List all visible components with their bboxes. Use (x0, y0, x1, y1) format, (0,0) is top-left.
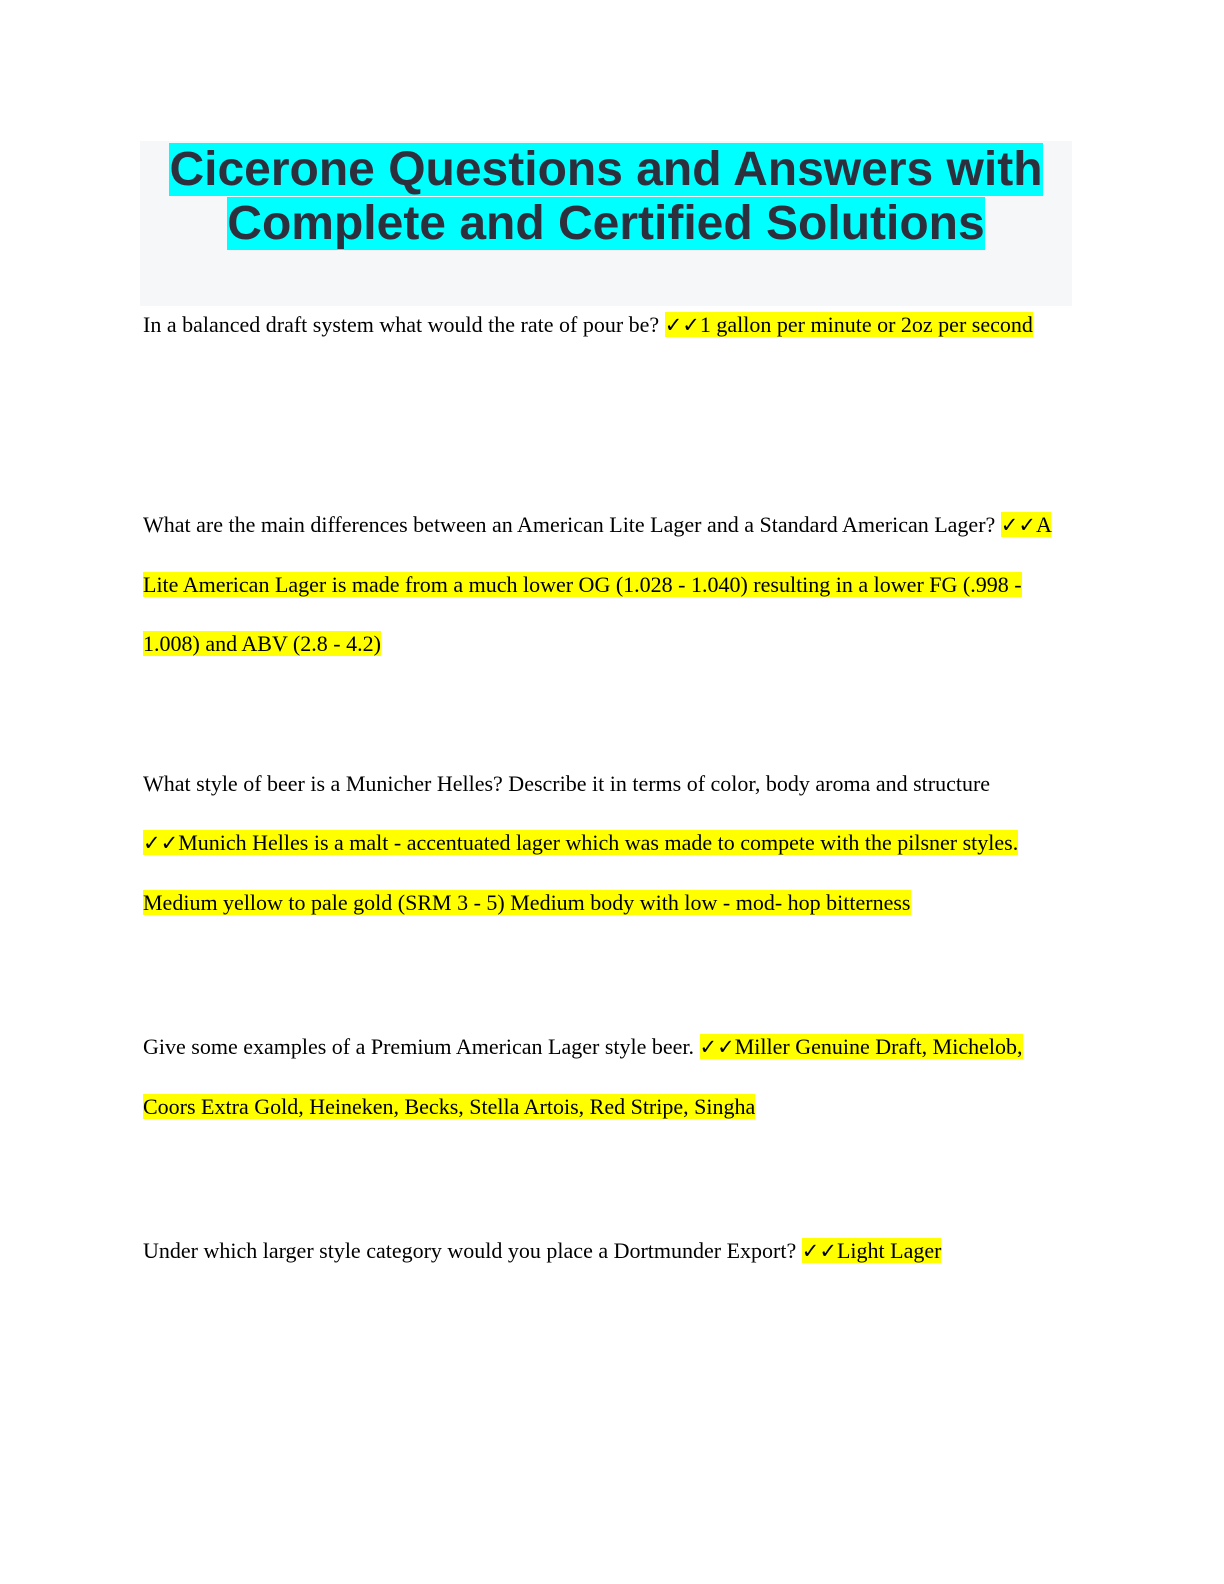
answer-text: ✓✓Light Lager (801, 1238, 942, 1263)
title-line-2: Complete and Certified Solutions (227, 197, 985, 250)
qa-item-2 (143, 495, 1078, 673)
question-text: What style of beer is a Municher Helles? Describe it in terms of color, body aroma and structure (143, 771, 991, 796)
qa-item-4 (143, 1017, 1078, 1136)
question-text: In a balanced draft system what would the rate of pour be? (143, 312, 660, 337)
answer-text: ✓✓1 gallon per minute or 2oz per second (664, 312, 1033, 337)
title-banner (140, 141, 1072, 306)
double-check-icon: ✓✓ (801, 1239, 837, 1263)
question-text: Under which larger style category would you place a Dortmunder Export? (143, 1238, 797, 1263)
double-check-icon: ✓✓ (699, 1035, 735, 1059)
qa-item-3 (143, 754, 1078, 932)
double-check-icon: ✓✓ (664, 313, 700, 337)
qa-item-1 (143, 295, 1078, 355)
document-title (140, 141, 1072, 251)
answer-text: ✓✓A Lite American Lager is made from a much lower OG (1.028 - 1.040) resulting in a lower FG (.998 - 1.008) and ABV (2.8 - 4.2) (143, 512, 1051, 656)
double-check-icon: ✓✓ (143, 831, 179, 855)
question-text: What are the main differences between an American Lite Lager and a Standard American Lager? (143, 512, 996, 537)
answer-text: ✓✓Munich Helles is a malt - accentuated lager which was made to compete with the pilsner styles. Medium yellow to pale gold (SRM 3 - 5) Medium body with low - mod- hop bitterness (143, 830, 1019, 915)
qa-item-5 (143, 1221, 1078, 1281)
answer-text: ✓✓Miller Genuine Draft, Michelob, Coors Extra Gold, Heineken, Becks, Stella Artois, Red Stripe, Singha (143, 1034, 1023, 1119)
double-check-icon: ✓✓ (1000, 513, 1036, 537)
question-text: Give some examples of a Premium American Lager style beer. (143, 1034, 695, 1059)
title-line-1: Cicerone Questions and Answers with (169, 143, 1043, 196)
